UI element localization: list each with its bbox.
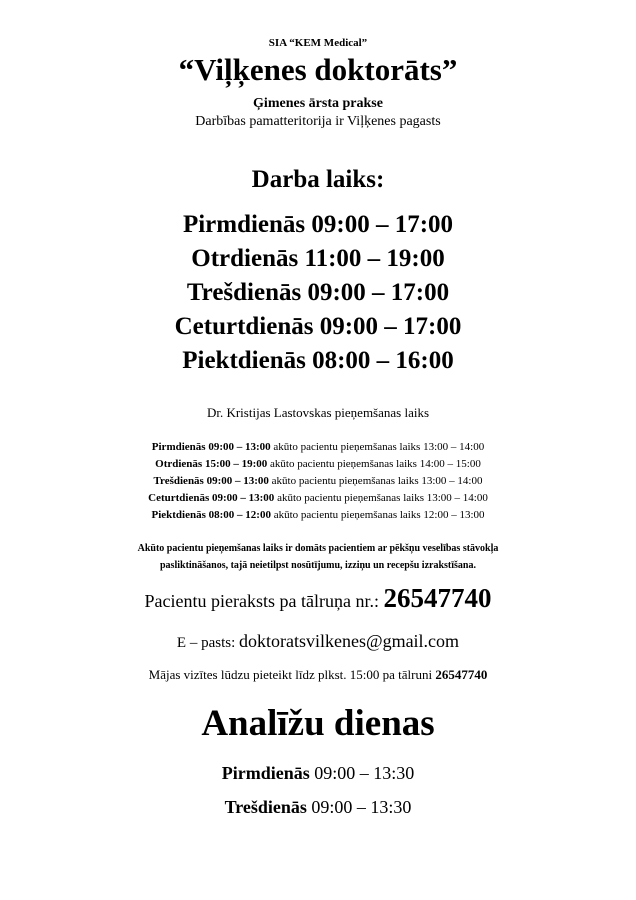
phone-label: Pacientu pieraksts pa tālruņa nr.:: [144, 591, 379, 611]
phone-number: 26547740: [383, 583, 492, 613]
doctor-schedule-heading: Dr. Kristijas Lastovskas pieņemšanas laiks: [206, 405, 430, 420]
working-hours-list: [0, 208, 636, 378]
day-label: Otrdienās: [155, 458, 203, 470]
acute-label: akūto pacientu pieņemšanas laiks: [277, 492, 424, 504]
hours-value: 09:00 – 13:00: [208, 441, 271, 453]
day-label: Pirmdienās: [151, 441, 206, 453]
day-label: Ceturtdienās: [174, 313, 314, 340]
day-label: Ceturtdienās: [148, 492, 210, 504]
day-label: Trešdienās: [153, 475, 204, 487]
hours-value: 09:00 – 13:00: [206, 475, 269, 487]
day-label: Otrdienās: [191, 245, 299, 272]
hours-value: 09:00 – 17:00: [319, 313, 462, 340]
acute-note-line: Akūto pacientu pieņemšanas laiks ir domāts pacientiem ar pēkšņu veselības stāvokļa: [137, 543, 499, 554]
hours-value: 09:00 – 13:30: [311, 797, 412, 817]
day-label: Pirmdienās: [182, 211, 306, 238]
day-label: Trešdienās: [186, 279, 302, 306]
working-hours-row: [0, 242, 636, 276]
email-label: E – pasts:: [176, 635, 236, 651]
phone-line: [0, 583, 636, 614]
hours-value: 09:00 – 13:00: [211, 492, 275, 504]
analysis-day-row: [0, 763, 636, 784]
working-hours-row: [0, 276, 636, 310]
doctor-schedule-row: [0, 439, 636, 456]
hours-value: 09:00 – 13:30: [314, 763, 415, 783]
acute-label: akūto pacientu pieņemšanas laiks: [273, 509, 421, 521]
acute-label: akūto pacientu pieņemšanas laiks: [271, 475, 419, 487]
acute-hours: 12:00 – 13:00: [423, 509, 485, 521]
hours-value: 08:00 – 16:00: [312, 347, 454, 374]
working-hours-row: [0, 344, 636, 378]
acute-label: akūto pacientu pieņemšanas laiks: [273, 441, 421, 453]
doctor-schedule-row: [0, 507, 636, 524]
doctor-schedule-list: [0, 439, 636, 524]
hours-value: 11:00 – 19:00: [304, 245, 445, 272]
acute-hours: 13:00 – 14:00: [426, 492, 488, 504]
home-visits-line: [0, 668, 636, 683]
email-line: [0, 631, 636, 652]
acute-label: akūto pacientu pieņemšanas laiks: [270, 458, 417, 470]
practice-type: Ģimenes ārsta prakse: [253, 96, 383, 111]
acute-note: [0, 540, 636, 574]
analysis-days-heading: Analīžu dienas: [201, 703, 435, 744]
acute-hours: 13:00 – 14:00: [423, 441, 485, 453]
day-label: Trešdienās: [224, 797, 307, 817]
hours-value: 15:00 – 19:00: [204, 458, 268, 470]
day-label: Pirmdienās: [221, 763, 310, 783]
home-visits-text: Mājas vizītes lūdzu pieteikt līdz plkst. 15:00 pa tālruni: [148, 667, 433, 682]
hours-value: 09:00 – 17:00: [311, 211, 454, 238]
acute-hours: 14:00 – 15:00: [419, 458, 481, 470]
clinic-name: “Viļķenes doktorāts”: [178, 52, 458, 87]
day-label: Piektdienās: [151, 509, 206, 521]
territory-note: Darbības pamatteritorija ir Viļķenes pagasts: [195, 114, 441, 129]
day-label: Piektdienās: [182, 347, 306, 374]
doctor-schedule-row: [0, 456, 636, 473]
home-visits-phone: 26547740: [435, 667, 488, 682]
hours-value: 09:00 – 17:00: [307, 279, 450, 306]
hours-value: 08:00 – 12:00: [208, 509, 271, 521]
acute-note-line: pasliktināšanos, tajā neietilpst nosūtījumu, izziņu un recepšu izrakstīšana.: [160, 560, 476, 571]
working-hours-row: [0, 208, 636, 242]
analysis-day-row: [0, 797, 636, 818]
acute-hours: 13:00 – 14:00: [421, 475, 483, 487]
company-name: SIA “KEM Medical”: [268, 37, 368, 49]
doctor-schedule-row: [0, 473, 636, 490]
working-hours-heading: Darba laiks:: [251, 166, 385, 193]
doctor-schedule-row: [0, 490, 636, 507]
email-address: doktoratsvilkenes@gmail.com: [239, 631, 460, 651]
working-hours-row: [0, 310, 636, 344]
